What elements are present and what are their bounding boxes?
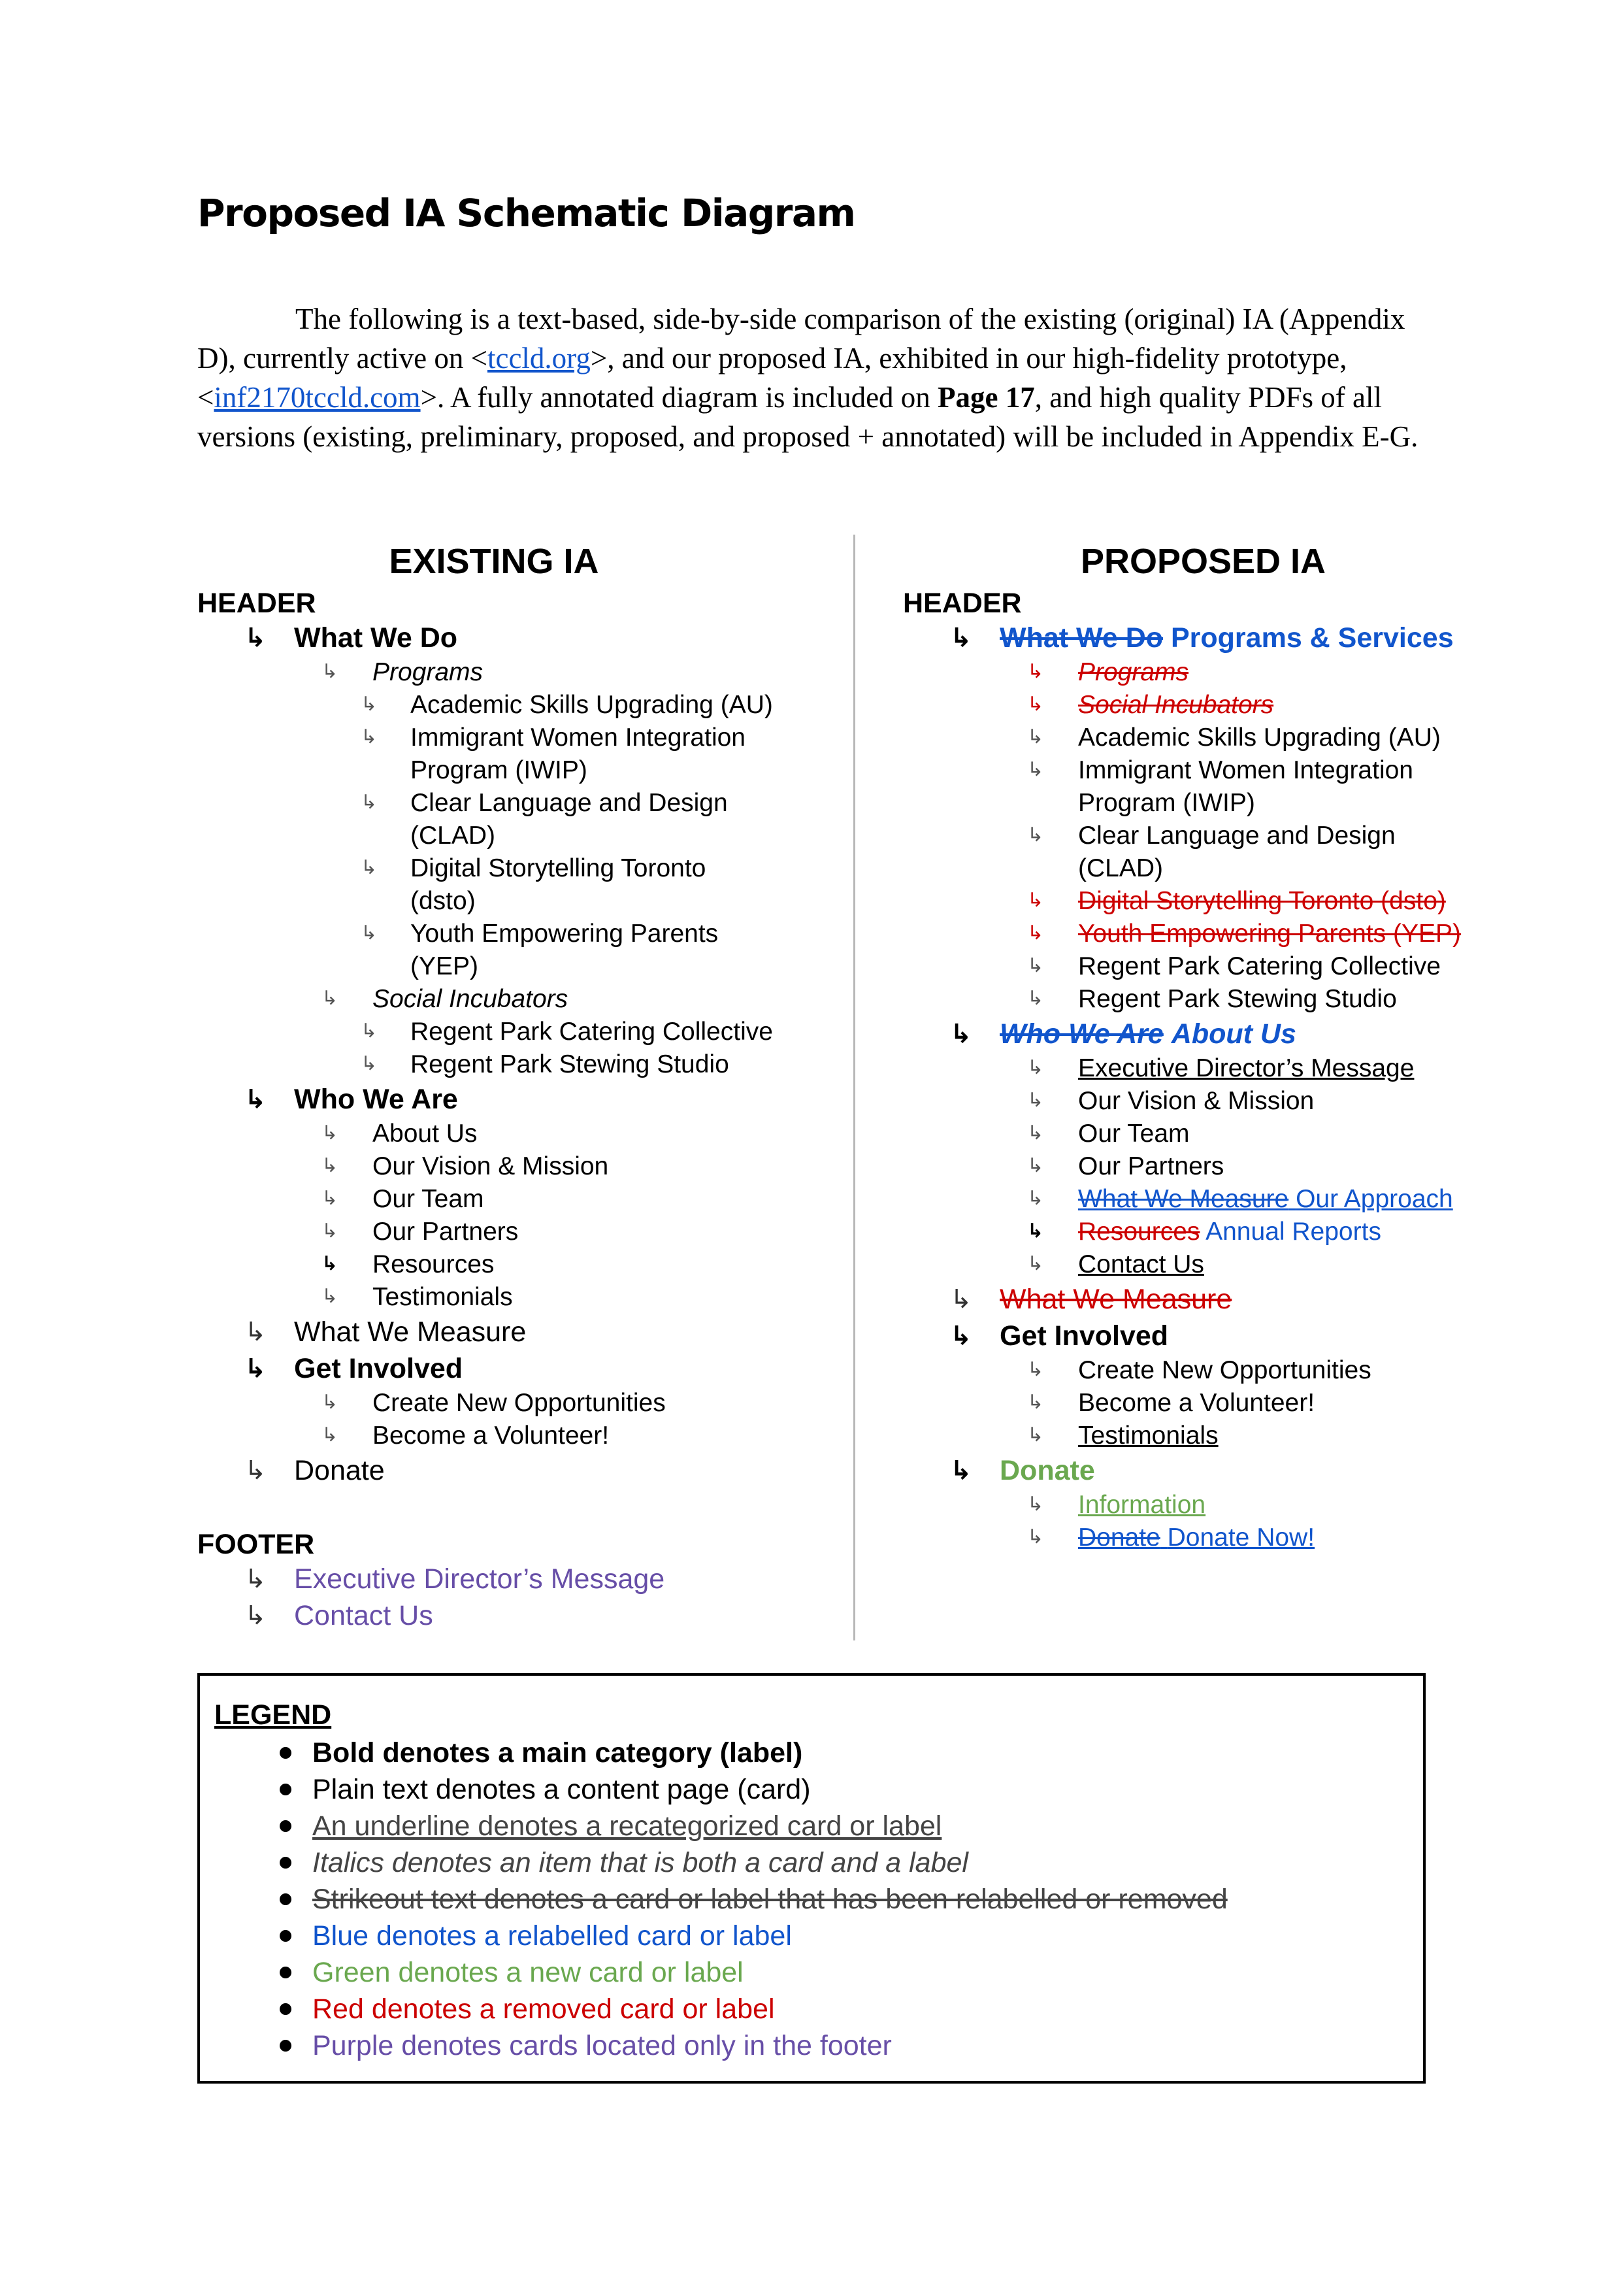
existing-catering: ↳ Regent Park Catering Collective <box>197 1016 851 1048</box>
subdirectory-arrow-icon: ↳ <box>1027 661 1044 682</box>
proposed-our-approach: ↳ What We Measure Our Approach <box>903 1183 1589 1216</box>
subdirectory-arrow-icon: ↳ <box>1027 759 1044 780</box>
subdirectory-arrow-icon: ↳ <box>1027 1526 1044 1548</box>
subdirectory-arrow-icon: ↳ <box>244 1318 267 1346</box>
proposed-header-label: HEADER <box>903 588 1022 619</box>
existing-clad: ↳ Clear Language and Design (CLAD) <box>197 787 851 852</box>
proposed-partners: ↳ Our Partners <box>903 1150 1589 1183</box>
existing-dsto: ↳ Digital Storytelling Toronto (dsto) <box>197 852 851 918</box>
existing-who-we-are: ↳ Who We Are <box>197 1081 851 1118</box>
subdirectory-arrow-icon: ↳ <box>1027 693 1044 715</box>
proposed-programs-removed: ↳ Programs <box>903 656 1589 689</box>
proposed-contact-us: ↳ Contact Us <box>903 1248 1589 1281</box>
subdirectory-arrow-icon: ↳ <box>361 726 378 748</box>
existing-donate: ↳ Donate <box>197 1452 851 1489</box>
intro-text-2: >, and our proposed IA, exhibited in our high-fidelity prototype, < <box>197 342 1347 414</box>
subdirectory-arrow-icon: ↳ <box>361 857 378 878</box>
subdirectory-arrow-icon: ↳ <box>361 1020 378 1042</box>
tccld-link[interactable]: tccld.org <box>487 342 591 374</box>
proposed-iwip: ↳ Immigrant Women Integration Program (IWIP) <box>903 754 1589 820</box>
existing-partners: ↳ Our Partners <box>197 1216 851 1248</box>
existing-resources: ↳ Resources <box>197 1248 851 1281</box>
subdirectory-arrow-icon: ↳ <box>950 1285 972 1314</box>
proposed-ia-column <box>903 539 1589 1554</box>
existing-yep: ↳ Youth Empowering Parents (YEP) <box>197 918 851 983</box>
existing-get-involved: ↳ Get Involved <box>197 1350 851 1387</box>
subdirectory-arrow-icon: ↳ <box>321 661 338 682</box>
proposed-information: ↳ Information <box>903 1489 1589 1522</box>
subdirectory-arrow-icon: ↳ <box>1027 988 1044 1009</box>
bullet-dot-icon <box>280 1857 291 1869</box>
bullet-dot-icon <box>280 1893 291 1905</box>
subdirectory-arrow-icon: ↳ <box>321 1424 338 1446</box>
proposed-get-involved: ↳ Get Involved <box>903 1318 1589 1354</box>
column-divider <box>853 535 855 1640</box>
existing-vision: ↳ Our Vision & Mission <box>197 1150 851 1183</box>
bullet-dot-icon <box>280 2040 291 2052</box>
subdirectory-arrow-icon: ↳ <box>244 1601 267 1630</box>
subdirectory-arrow-icon: ↳ <box>321 1286 338 1307</box>
bullet-dot-icon <box>280 1747 291 1759</box>
subdirectory-arrow-icon: ↳ <box>1027 922 1044 944</box>
proposed-clad: ↳ Clear Language and Design (CLAD) <box>903 820 1589 885</box>
proposed-ed-message: ↳ Executive Director’s Message <box>903 1052 1589 1085</box>
subdirectory-arrow-icon: ↳ <box>1027 1253 1044 1274</box>
bullet-dot-icon <box>280 1784 291 1795</box>
legend-item-purple: Purple denotes cards located only in the footer <box>214 2027 1409 2064</box>
bullet-dot-icon <box>280 1820 291 1832</box>
subdirectory-arrow-icon: ↳ <box>244 1085 267 1114</box>
subdirectory-arrow-icon: ↳ <box>244 1456 267 1485</box>
subdirectory-arrow-icon: ↳ <box>244 1354 267 1383</box>
subdirectory-arrow-icon: ↳ <box>1027 1122 1044 1144</box>
legend-item-green: Green denotes a new card or label <box>214 1954 1409 1991</box>
subdirectory-arrow-icon: ↳ <box>1027 1391 1044 1413</box>
existing-header-label: HEADER <box>197 588 316 619</box>
subdirectory-arrow-icon: ↳ <box>950 1456 972 1485</box>
existing-stewing: ↳ Regent Park Stewing Studio <box>197 1048 851 1081</box>
proposed-au: ↳ Academic Skills Upgrading (AU) <box>903 722 1589 754</box>
subdirectory-arrow-icon: ↳ <box>1027 824 1044 846</box>
existing-team: ↳ Our Team <box>197 1183 851 1216</box>
intro-paragraph <box>197 299 1426 456</box>
bullet-dot-icon <box>280 2003 291 2015</box>
proposed-vision: ↳ Our Vision & Mission <box>903 1085 1589 1118</box>
subdirectory-arrow-icon: ↳ <box>361 693 378 715</box>
proposed-create-opps: ↳ Create New Opportunities <box>903 1354 1589 1387</box>
existing-create-opps: ↳ Create New Opportunities <box>197 1387 851 1420</box>
subdirectory-arrow-icon: ↳ <box>1027 1493 1044 1515</box>
page-reference: Page 17 <box>938 381 1035 414</box>
existing-what-we-measure: ↳ What We Measure <box>197 1314 851 1350</box>
legend-item-red: Red denotes a removed card or label <box>214 1991 1409 2027</box>
legend-item-blue: Blue denotes a relabelled card or label <box>214 1918 1409 1954</box>
proposed-stewing: ↳ Regent Park Stewing Studio <box>903 983 1589 1016</box>
existing-volunteer: ↳ Become a Volunteer! <box>197 1420 851 1452</box>
legend-title: LEGEND <box>214 1699 332 1731</box>
legend-item-strikeout: Strikeout text denotes a card or label that has been relabelled or removed <box>214 1881 1409 1918</box>
subdirectory-arrow-icon: ↳ <box>1027 726 1044 748</box>
legend-list <box>214 1735 1409 2064</box>
subdirectory-arrow-icon: ↳ <box>1027 1220 1044 1242</box>
existing-au: ↳ Academic Skills Upgrading (AU) <box>197 689 851 722</box>
existing-ia-title: EXISTING IA <box>389 542 599 581</box>
proposed-annual-reports: ↳ Resources Annual Reports <box>903 1216 1589 1248</box>
subdirectory-arrow-icon: ↳ <box>1027 955 1044 976</box>
legend-item-bold: Bold denotes a main category (label) <box>214 1735 1409 1771</box>
proposed-programs-services: ↳ What We Do Programs & Services <box>903 620 1589 656</box>
subdirectory-arrow-icon: ↳ <box>361 791 378 813</box>
existing-header-tree <box>197 620 851 1489</box>
existing-contact-us: ↳ Contact Us <box>197 1597 851 1634</box>
subdirectory-arrow-icon: ↳ <box>950 624 972 652</box>
proposed-social-incubators-removed: ↳ Social Incubators <box>903 689 1589 722</box>
existing-programs: ↳ Programs <box>197 656 851 689</box>
subdirectory-arrow-icon: ↳ <box>244 624 267 652</box>
proposed-ia-title: PROPOSED IA <box>1080 542 1326 581</box>
subdirectory-arrow-icon: ↳ <box>321 1122 338 1144</box>
existing-social-incubators: ↳ Social Incubators <box>197 983 851 1016</box>
subdirectory-arrow-icon: ↳ <box>244 1565 267 1593</box>
existing-ia-column <box>197 539 851 1634</box>
proposed-about-us: ↳ Who We Are About Us <box>903 1016 1589 1052</box>
legend-box <box>197 1673 1426 2084</box>
subdirectory-arrow-icon: ↳ <box>1027 1155 1044 1176</box>
subdirectory-arrow-icon: ↳ <box>321 1220 338 1242</box>
subdirectory-arrow-icon: ↳ <box>1027 1359 1044 1380</box>
proposed-header-tree <box>903 620 1589 1554</box>
proposed-team: ↳ Our Team <box>903 1118 1589 1150</box>
subdirectory-arrow-icon: ↳ <box>321 1188 338 1209</box>
subdirectory-arrow-icon: ↳ <box>1027 1188 1044 1209</box>
subdirectory-arrow-icon: ↳ <box>1027 890 1044 911</box>
bullet-dot-icon <box>280 1930 291 1942</box>
proposed-catering: ↳ Regent Park Catering Collective <box>903 950 1589 983</box>
intro-text-4: , and high quality PDFs of all versions (existing, preliminary, proposed, and proposed + annotated) will be included in Appendix E-G. <box>197 381 1418 453</box>
proposed-testimonials: ↳ Testimonials <box>903 1420 1589 1452</box>
proposed-donate: ↳ Donate <box>903 1452 1589 1489</box>
subdirectory-arrow-icon: ↳ <box>1027 1057 1044 1078</box>
bullet-dot-icon <box>280 1967 291 1978</box>
existing-testimonials: ↳ Testimonials <box>197 1281 851 1314</box>
intro-text-1: The following is a text-based, side-by-side comparison of the existing (original) IA (Appendix D), currently active on < <box>197 303 1405 374</box>
legend-item-italics: Italics denotes an item that is both a card and a label <box>214 1844 1409 1881</box>
subdirectory-arrow-icon: ↳ <box>361 922 378 944</box>
subdirectory-arrow-icon: ↳ <box>321 1253 338 1274</box>
existing-about-us: ↳ About Us <box>197 1118 851 1150</box>
existing-footer-label: FOOTER <box>197 1529 315 1560</box>
proposed-yep-removed: ↳ Youth Empowering Parents (YEP) <box>903 918 1589 950</box>
subdirectory-arrow-icon: ↳ <box>1027 1424 1044 1446</box>
proposed-donate-now: ↳ Donate Donate Now! <box>903 1522 1589 1554</box>
subdirectory-arrow-icon: ↳ <box>321 1391 338 1413</box>
subdirectory-arrow-icon: ↳ <box>361 1053 378 1074</box>
subdirectory-arrow-icon: ↳ <box>950 1020 972 1048</box>
legend-item-plain: Plain text denotes a content page (card) <box>214 1771 1409 1808</box>
proposed-what-we-measure-removed: ↳ What We Measure <box>903 1281 1589 1318</box>
subdirectory-arrow-icon: ↳ <box>321 988 338 1009</box>
prototype-link[interactable]: inf2170tccld.com <box>214 381 421 414</box>
subdirectory-arrow-icon: ↳ <box>1027 1090 1044 1111</box>
page-title: Proposed IA Schematic Diagram <box>197 191 855 235</box>
existing-what-we-do: ↳ What We Do <box>197 620 851 656</box>
existing-iwip: ↳ Immigrant Women Integration Program (IWIP) <box>197 722 851 787</box>
existing-footer-tree <box>197 1561 851 1634</box>
subdirectory-arrow-icon: ↳ <box>321 1155 338 1176</box>
existing-ed-message: ↳ Executive Director’s Message <box>197 1561 851 1597</box>
legend-item-underline: An underline denotes a recategorized card or label <box>214 1808 1409 1844</box>
proposed-dsto-removed: ↳ Digital Storytelling Toronto (dsto) <box>903 885 1589 918</box>
intro-text-3: >. A fully annotated diagram is included on <box>420 381 938 414</box>
subdirectory-arrow-icon: ↳ <box>950 1322 972 1350</box>
proposed-volunteer: ↳ Become a Volunteer! <box>903 1387 1589 1420</box>
